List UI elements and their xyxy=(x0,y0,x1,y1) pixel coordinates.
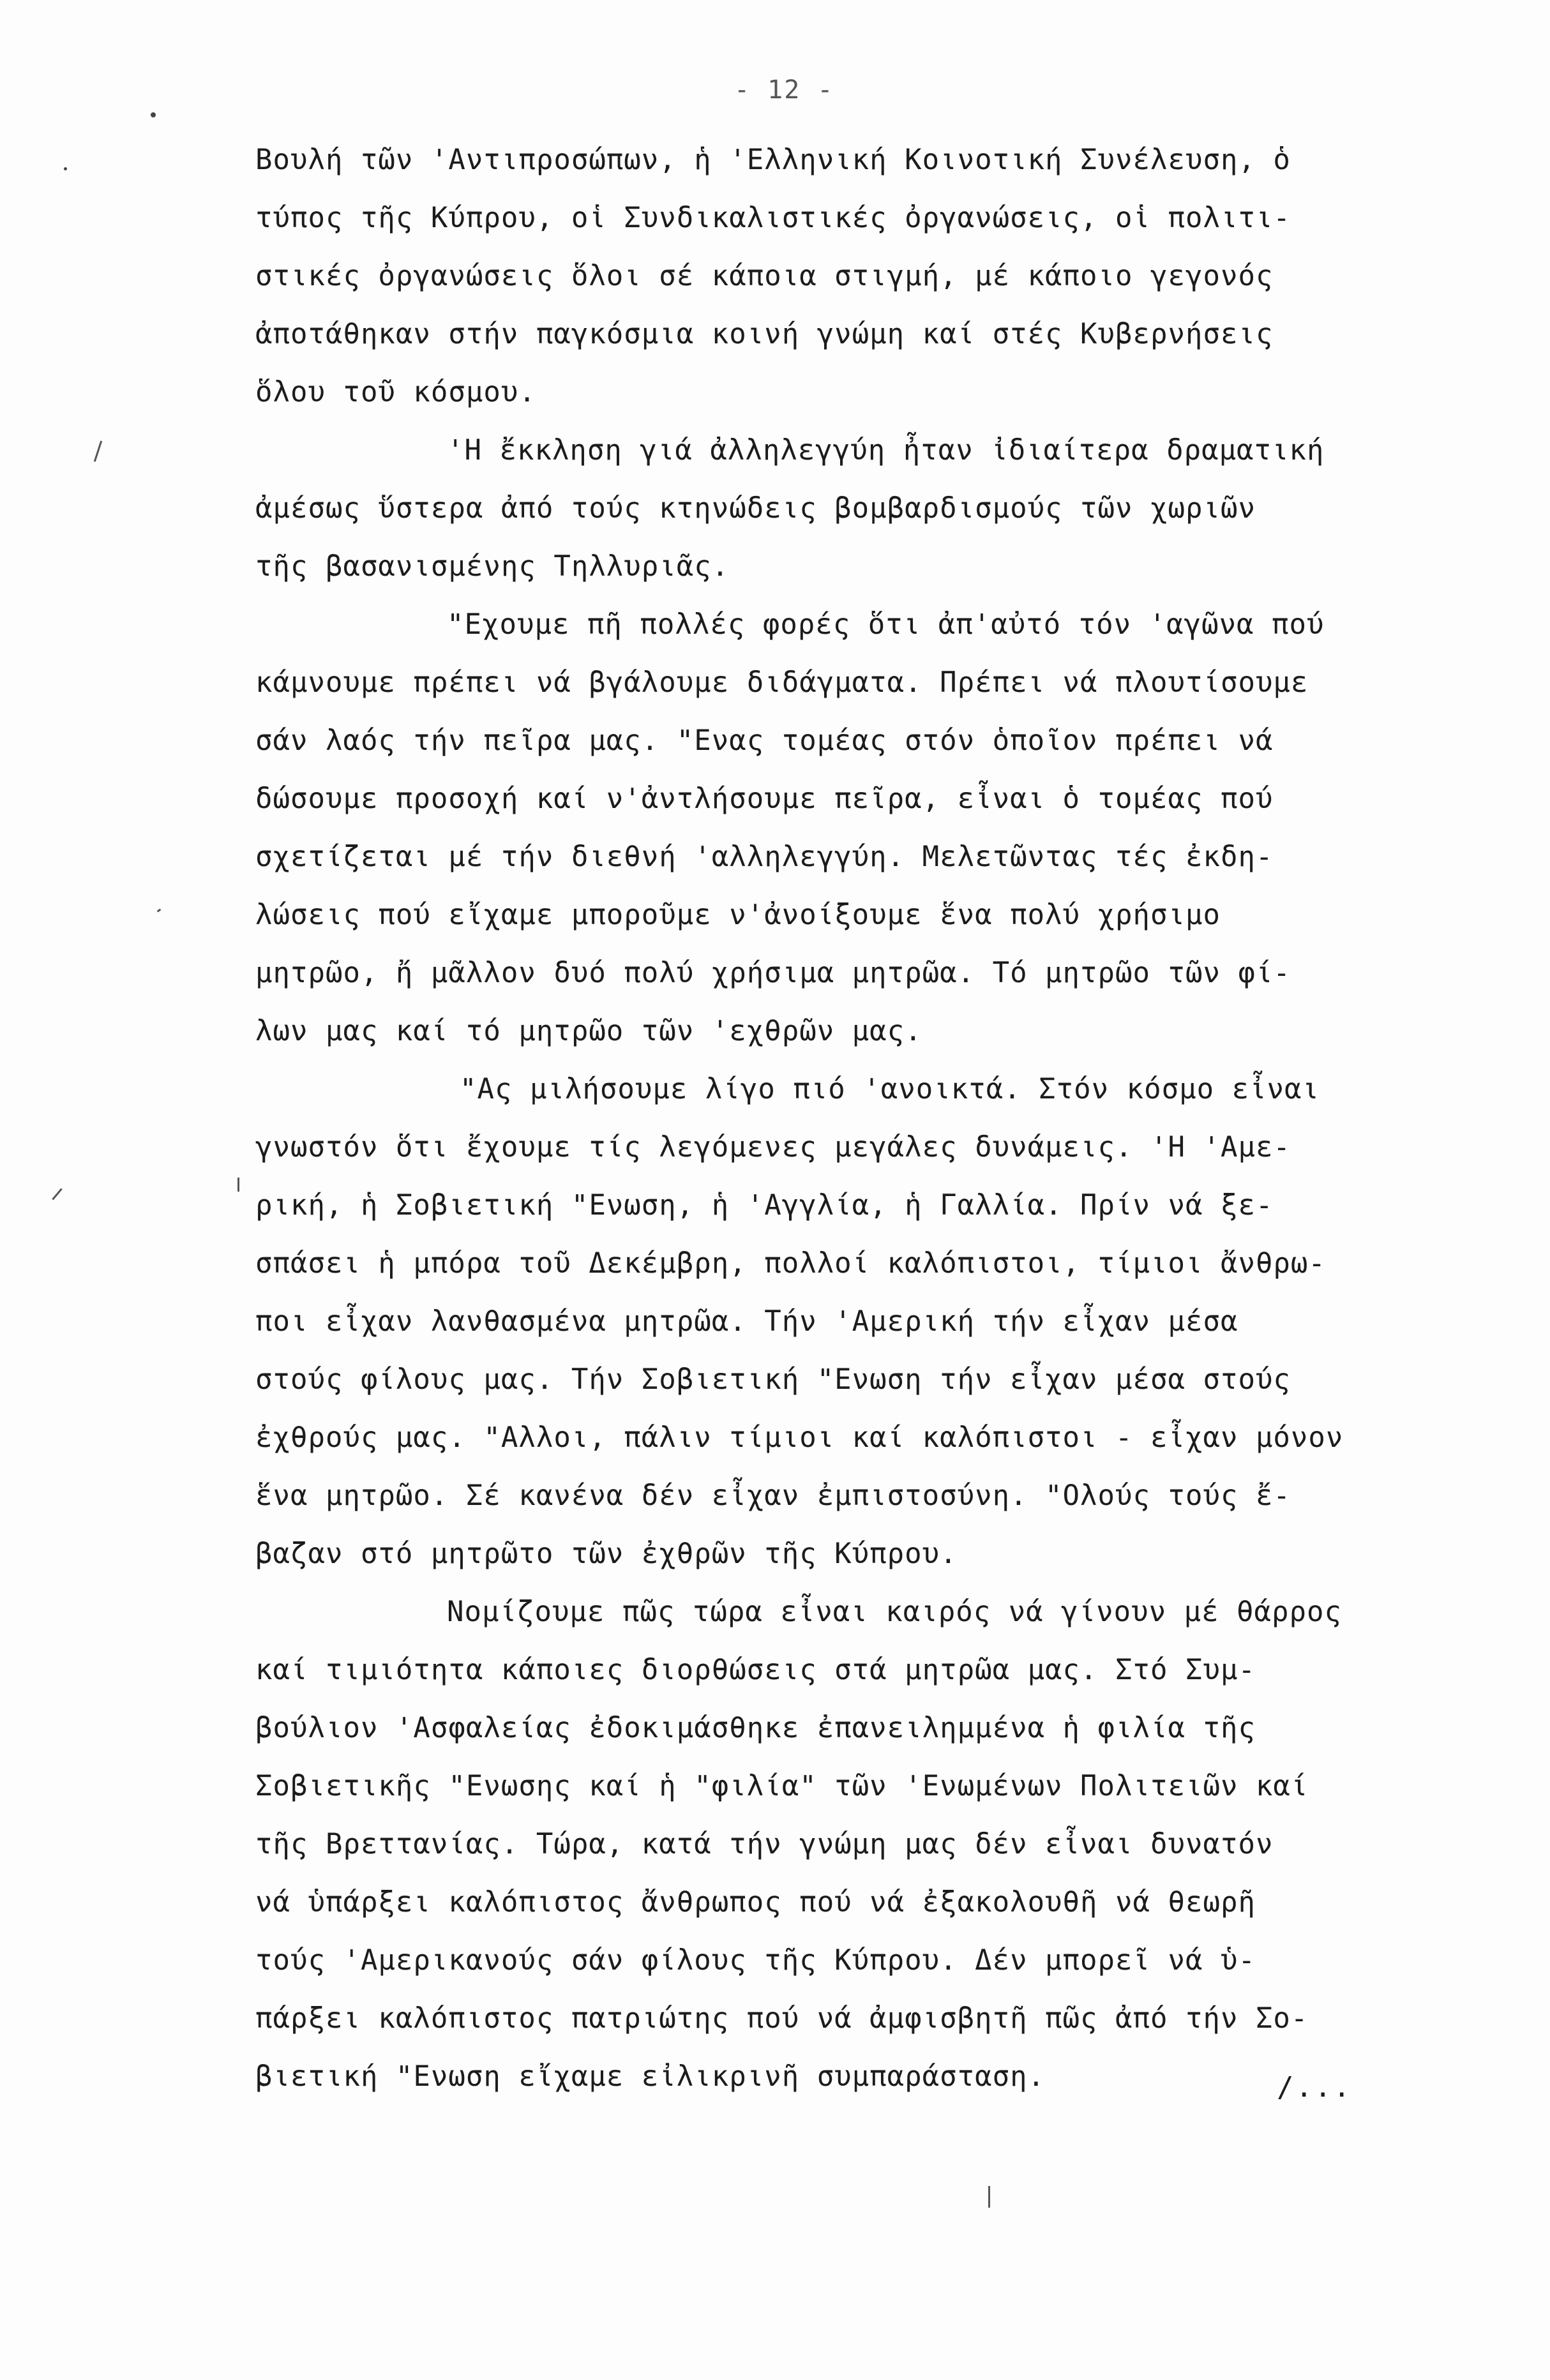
paragraph-start-line: "Ας μιλήσουμε λίγο πιό 'ανοικτά. Στόν κόσμο εἶναι xyxy=(460,1073,1320,1105)
text-line: ἐχθρούς μας. "Αλλοι, πάλιν τίμιοι καί καλόπιστοι - εἶχαν μόνον xyxy=(255,1421,1344,1454)
text-line: σχετίζεται μέ τήν διεθνή 'αλληλεγγύη. Μελετῶντας τές ἐκδη- xyxy=(255,841,1274,873)
text-line: τῆς βασανισμένης Τηλλυριᾶς. xyxy=(255,550,730,583)
text-line: λων μας καί τό μητρῶο τῶν 'εχθρῶν μας. xyxy=(255,1015,922,1047)
text-line: βούλιον 'Ασφαλείας ἐδοκιμάσθηκε ἐπανειλημμένα ἡ φιλία τῆς xyxy=(255,1712,1256,1744)
text-line: πάρξει καλόπιστος πατριώτης πού νά ἀμφισβητῆ πῶς ἀπό τήν Σο- xyxy=(255,2002,1309,2035)
text-line: σπάσει ἡ μπόρα τοῦ Δεκέμβρη, πολλοί καλόπιστοι, τίμιοι ἄνθρω- xyxy=(255,1247,1326,1280)
text-line: κάμνουμε πρέπει νά βγάλουμε διδάγματα. Πρέπει νά πλουτίσουμε xyxy=(255,666,1309,699)
paragraph-start-line: Νομίζουμε πῶς τώρα εἶναι καιρός νά γίνουν μέ θάρρος xyxy=(447,1596,1343,1628)
margin-speck xyxy=(151,112,156,117)
text-line: στούς φίλους μας. Τήν Σοβιετική "Ενωση τήν εἶχαν μέσα στούς xyxy=(255,1363,1291,1396)
margin-speck xyxy=(64,167,67,170)
margin-mark xyxy=(52,1188,62,1201)
margin-mark xyxy=(237,1178,239,1192)
page-number: - 12 - xyxy=(734,75,834,105)
text-line: ποι εἶχαν λανθασμένα μητρῶα. Τήν 'Αμερική τήν εἶχαν μέσα xyxy=(255,1305,1238,1338)
text-line: μητρῶο, ἤ μᾶλλον δυό πολύ χρήσιμα μητρῶα. Τό μητρῶο τῶν φί- xyxy=(255,957,1291,989)
text-line: γνωστόν ὅτι ἔχουμε τίς λεγόμενες μεγάλες δυνάμεις. 'Η 'Αμε- xyxy=(255,1131,1291,1164)
text-line: τῆς Βρεττανίας. Τώρα, κατά τήν γνώμη μας δέν εἶναι δυνατόν xyxy=(255,1828,1274,1860)
text-line: δώσουμε προσοχή καί ν'ἀντλήσουμε πεῖρα, εἶναι ὁ τομέας πού xyxy=(255,782,1274,815)
text-line: νά ὑπάρξει καλόπιστος ἄνθρωπος πού νά ἐξακολουθῆ νά θεωρῆ xyxy=(255,1886,1256,1919)
text-line: ἀμέσως ὕστερα ἀπό τούς κτηνώδεις βομβαρδισμούς τῶν χωριῶν xyxy=(255,492,1256,525)
margin-mark xyxy=(157,909,162,913)
text-line: βαζαν στό μητρῶτο τῶν ἐχθρῶν τῆς Κύπρου. xyxy=(255,1538,958,1570)
text-line: ἀποτάθηκαν στήν παγκόσμια κοινή γνώμη καί στές Κυβερνήσεις xyxy=(255,318,1274,350)
text-line: ρική, ἡ Σοβιετική "Ενωση, ἡ 'Αγγλία, ἡ Γαλλία. Πρίν νά ξε- xyxy=(255,1189,1274,1222)
text-line: ὅλου τοῦ κόσμου. xyxy=(255,376,536,408)
text-line: λώσεις πού εἴχαμε μποροῦμε ν'ἀνοίξουμε ἕνα πολύ χρήσιμο xyxy=(255,899,1221,931)
text-line: σάν λαός τήν πεῖρα μας. "Ενας τομέας στόν ὁποῖον πρέπει νά xyxy=(255,724,1274,757)
text-line: Βουλή τῶν 'Αντιπροσώπων, ἡ 'Ελληνική Κοινοτική Συνέλευση, ὁ xyxy=(255,144,1291,176)
text-line: καί τιμιότητα κάποιες διορθώσεις στά μητρῶα μας. Στό Συμ- xyxy=(255,1654,1256,1686)
text-line: τούς 'Αμερικανούς σάν φίλους τῆς Κύπρου. Δέν μπορεῖ νά ὑ- xyxy=(255,1944,1256,1977)
paragraph-start-line: "Εχουμε πῆ πολλές φορές ὅτι ἀπ'αὐτό τόν 'αγῶνα πού xyxy=(447,608,1325,641)
continuation-mark: /... xyxy=(1277,2071,1352,2104)
text-line: ἕνα μητρῶο. Σέ κανένα δέν εἶχαν ἐμπιστοσύνη. "Ολούς τούς ἔ- xyxy=(255,1479,1291,1512)
text-line: βιετική "Ενωση εἴχαμε εἰλικρινῆ συμπαράσταση. xyxy=(255,2060,1046,2093)
margin-mark xyxy=(988,2186,990,2208)
text-line: Σοβιετικῆς "Ενωσης καί ἡ "φιλία" τῶν 'Ενωμένων Πολιτειῶν καί xyxy=(255,1770,1309,1802)
text-line: στικές ὀργανώσεις ὅλοι σέ κάποια στιγμή, μέ κάποιο γεγονός xyxy=(255,260,1274,292)
body-text xyxy=(255,131,1468,2106)
paragraph-start-line: 'Η ἔκκληση γιά ἀλληλεγγύη ἦταν ἰδιαίτερα δραματική xyxy=(447,434,1325,467)
margin-mark xyxy=(94,440,102,461)
text-line: τύπος τῆς Κύπρου, οἱ Συνδικαλιστικές ὀργανώσεις, οἱ πολιτι- xyxy=(255,202,1291,234)
